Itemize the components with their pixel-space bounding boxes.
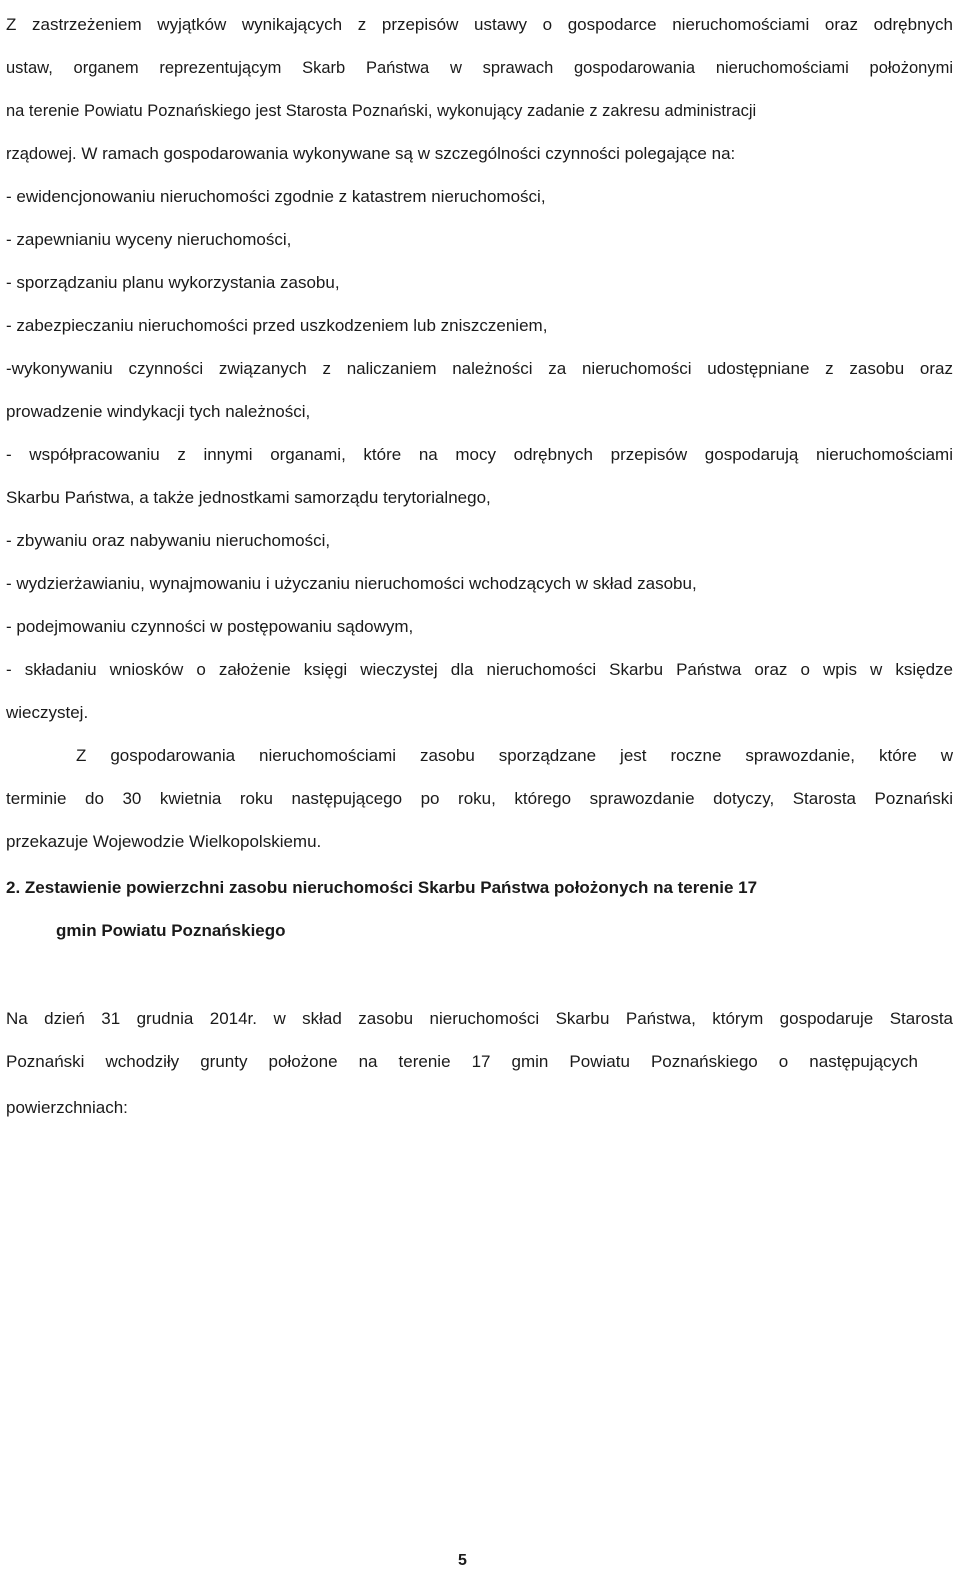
closing-line-2: Poznański wchodziły grunty położone na terenie 17 gmin Powiatu Poznańskiego o następujących	[6, 1052, 918, 1071]
report-line-3: przekazuje Wojewodzie Wielkopolskiemu.	[6, 832, 322, 851]
list-item: -wykonywaniu czynności związanych z naliczaniem należności za nieruchomości udostępniane z zasobu oraz	[6, 359, 953, 378]
intro-line-4-start: rządowej.	[6, 145, 77, 163]
intro-line-4	[6, 143, 735, 165]
section-heading-line-2: gmin Powiatu Poznańskiego	[56, 921, 286, 940]
list-item: - wydzierżawianiu, wynajmowaniu i użyczaniu nieruchomości wchodzących w skład zasobu,	[6, 574, 697, 593]
list-item: - ewidencjonowaniu nieruchomości zgodnie z katastrem nieruchomości,	[6, 187, 546, 206]
report-line-1: Z gospodarowania nieruchomościami zasobu sporządzane jest roczne sprawozdanie, które w	[76, 746, 953, 765]
list-item: - zapewnianiu wyceny nieruchomości,	[6, 230, 292, 249]
intro-line-3: na terenie Powiatu Poznańskiego jest Starosta Poznański, wykonujący zadanie z zakresu administracji	[6, 102, 757, 120]
list-item: - podejmowaniu czynności w postępowaniu sądowym,	[6, 617, 414, 636]
report-line-2: terminie do 30 kwietnia roku następującego po roku, którego sprawozdanie dotyczy, Starosta Poznański	[6, 789, 953, 808]
closing-line-1: Na dzień 31 grudnia 2014r. w skład zasobu nieruchomości Skarbu Państwa, którym gospodaruje Starosta	[6, 1009, 953, 1028]
list-item-continuation: wieczystej.	[6, 703, 89, 722]
section-heading-line-1: 2. Zestawienie powierzchni zasobu nieruchomości Skarbu Państwa położonych na terenie 17	[6, 878, 758, 897]
list-item: - składaniu wniosków o założenie księgi wieczystej dla nieruchomości Skarbu Państwa oraz o wpis w księdze	[6, 660, 953, 679]
intro-line-1: Z zastrzeżeniem wyjątków wynikających z przepisów ustawy o gospodarce nieruchomościami oraz odrębnych	[6, 15, 953, 34]
closing-line-3: powierzchniach:	[6, 1098, 128, 1117]
list-item-continuation: Skarbu Państwa, a także jednostkami samorządu terytorialnego,	[6, 488, 491, 507]
intro-line-2: ustaw, organem reprezentującym Skarb Państwa w sprawach gospodarowania nieruchomościami położonymi	[6, 59, 953, 77]
page-number: 5	[458, 1552, 467, 1569]
intro-line-4-end: W ramach gospodarowania wykonywane są w szczególności czynności polegające na:	[76, 144, 736, 163]
list-item: - zbywaniu oraz nabywaniu nieruchomości,	[6, 531, 331, 550]
list-item: - zabezpieczaniu nieruchomości przed uszkodzeniem lub zniszczeniem,	[6, 316, 548, 335]
list-item: - sporządzaniu planu wykorzystania zasobu,	[6, 273, 340, 292]
list-item-continuation: prowadzenie windykacji tych należności,	[6, 402, 311, 421]
list-item: - współpracowaniu z innymi organami, które na mocy odrębnych przepisów gospodarują nieruchomościami	[6, 445, 953, 464]
